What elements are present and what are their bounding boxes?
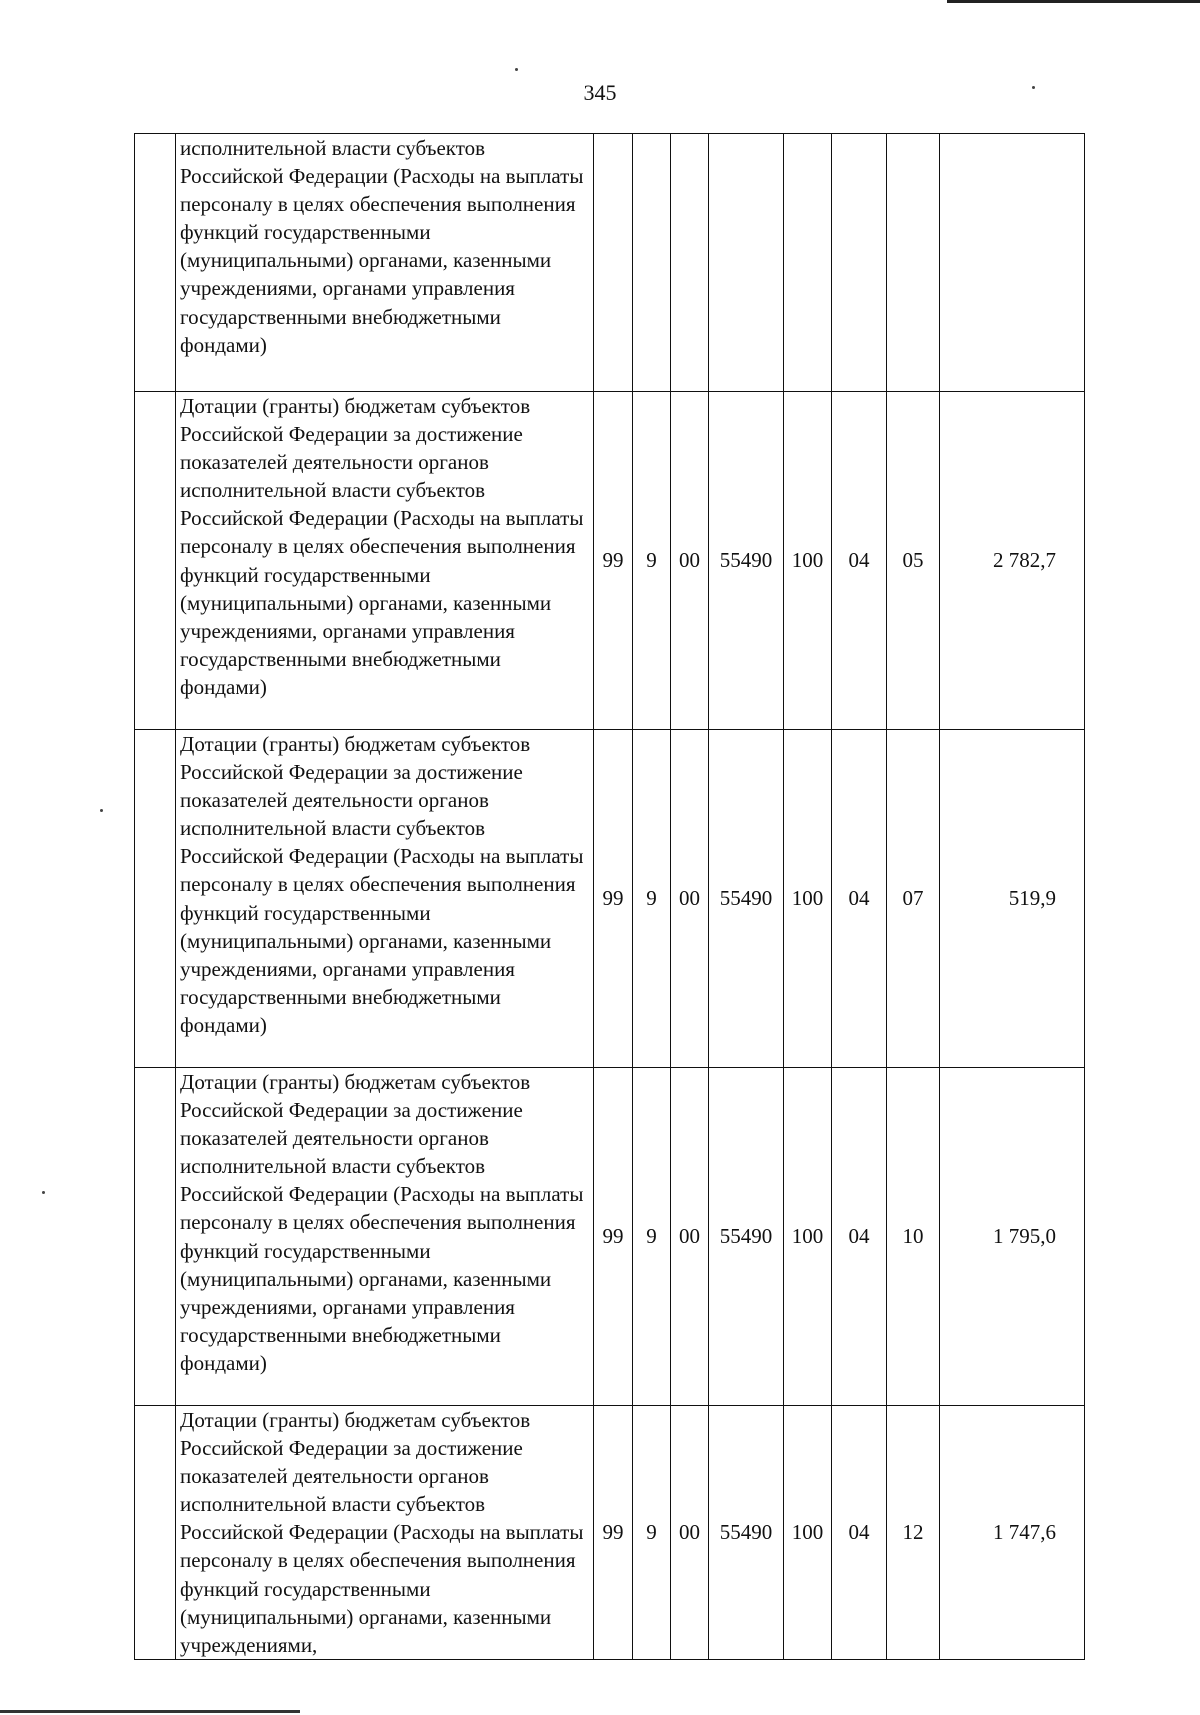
subsection-code-cell: 10 xyxy=(887,1068,940,1406)
direction-prefix-cell: 00 xyxy=(671,730,709,1068)
direction-prefix-cell xyxy=(671,134,709,392)
expense-type-cell xyxy=(784,134,832,392)
amount-cell xyxy=(940,134,1085,392)
program-code-cell: 99 xyxy=(594,1068,633,1406)
amount-cell: 519,9 xyxy=(940,730,1085,1068)
direction-prefix-cell: 00 xyxy=(671,392,709,730)
scan-speck xyxy=(515,68,518,71)
expense-type-cell: 100 xyxy=(784,730,832,1068)
scan-speck xyxy=(1032,86,1035,89)
row-number-cell xyxy=(135,134,176,392)
direction-code-cell: 55490 xyxy=(709,392,784,730)
row-number-cell xyxy=(135,730,176,1068)
direction-prefix-cell: 00 xyxy=(671,1068,709,1406)
direction-code-cell: 55490 xyxy=(709,1068,784,1406)
subsection-code-cell: 05 xyxy=(887,392,940,730)
expense-name-cell: Дотации (гранты) бюджетам субъектов Российской Федерации за достижение показателей деятельности органов исполнительной власти субъектов Российской Федерации (Расходы на выплаты персоналу в целях обеспечения выполнения функций государственными (муниципальными) органами, казенными учреждениями, органами управления государственными внебюджетными фондами) xyxy=(176,1068,594,1406)
program-code-cell xyxy=(594,134,633,392)
table-row xyxy=(135,730,1085,1068)
subprogram-code-cell: 9 xyxy=(633,1068,671,1406)
scan-edge-line xyxy=(947,0,1200,3)
scan-speck xyxy=(100,809,103,812)
row-number-cell xyxy=(135,1068,176,1406)
subsection-code-cell: 07 xyxy=(887,730,940,1068)
expense-name-cell: Дотации (гранты) бюджетам субъектов Российской Федерации за достижение показателей деятельности органов исполнительной власти субъектов Российской Федерации (Расходы на выплаты персоналу в целях обеспечения выполнения функций государственными (муниципальными) органами, казенными учреждениями, органами управления государственными внебюджетными фондами) xyxy=(176,730,594,1068)
subsection-code-cell: 12 xyxy=(887,1406,940,1660)
direction-code-cell xyxy=(709,134,784,392)
section-code-cell: 04 xyxy=(832,392,887,730)
expense-type-cell: 100 xyxy=(784,392,832,730)
amount-cell: 1 747,6 xyxy=(940,1406,1085,1660)
subprogram-code-cell xyxy=(633,134,671,392)
direction-prefix-cell: 00 xyxy=(671,1406,709,1660)
table-row xyxy=(135,392,1085,730)
program-code-cell: 99 xyxy=(594,1406,633,1660)
section-code-cell: 04 xyxy=(832,730,887,1068)
expense-type-cell: 100 xyxy=(784,1406,832,1660)
table-body xyxy=(135,134,1085,1660)
expense-name-cell: Дотации (гранты) бюджетам субъектов Российской Федерации за достижение показателей деятельности органов исполнительной власти субъектов Российской Федерации (Расходы на выплаты персоналу в целях обеспечения выполнения функций государственными (муниципальными) органами, казенными учреждениями, органами управления государственными внебюджетными фондами) xyxy=(176,392,594,730)
program-code-cell: 99 xyxy=(594,392,633,730)
direction-code-cell: 55490 xyxy=(709,1406,784,1660)
table-row xyxy=(135,1406,1085,1660)
direction-code-cell: 55490 xyxy=(709,730,784,1068)
expense-name-cell: исполнительной власти субъектов Российской Федерации (Расходы на выплаты персоналу в целях обеспечения выполнения функций государственными (муниципальными) органами, казенными учреждениями, органами управления государственными внебюджетными фондами) xyxy=(176,134,594,392)
scan-speck xyxy=(42,1191,45,1194)
program-code-cell: 99 xyxy=(594,730,633,1068)
expense-type-cell: 100 xyxy=(784,1068,832,1406)
scan-edge-line xyxy=(0,1710,300,1713)
row-number-cell xyxy=(135,392,176,730)
row-number-cell xyxy=(135,1406,176,1660)
table-row xyxy=(135,1068,1085,1406)
expense-name-cell: Дотации (гранты) бюджетам субъектов Российской Федерации за достижение показателей деятельности органов исполнительной власти субъектов Российской Федерации (Расходы на выплаты персоналу в целях обеспечения выполнения функций государственными (муниципальными) органами, казенными учреждениями, xyxy=(176,1406,594,1660)
table-row xyxy=(135,134,1085,392)
budget-table xyxy=(134,133,1085,1660)
amount-cell: 2 782,7 xyxy=(940,392,1085,730)
section-code-cell: 04 xyxy=(832,1406,887,1660)
subprogram-code-cell: 9 xyxy=(633,392,671,730)
subsection-code-cell xyxy=(887,134,940,392)
page-number: 345 xyxy=(583,80,617,105)
amount-cell: 1 795,0 xyxy=(940,1068,1085,1406)
subprogram-code-cell: 9 xyxy=(633,1406,671,1660)
section-code-cell xyxy=(832,134,887,392)
subprogram-code-cell: 9 xyxy=(633,730,671,1068)
section-code-cell: 04 xyxy=(832,1068,887,1406)
